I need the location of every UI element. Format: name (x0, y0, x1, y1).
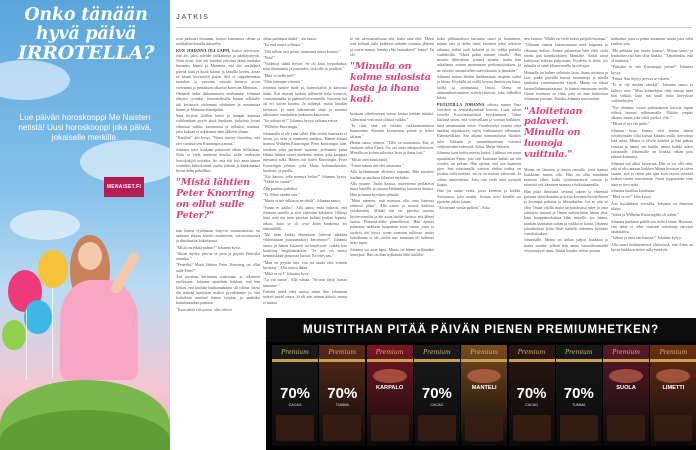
pack-gold-band (272, 359, 318, 362)
paragraph: "Olletaan vaatua lomaisuuman mitä taiprinta ja elkutaan kellon. Ennen palaneista häin eikit vielä eteäin pää kaunkoiihinen Minnalle. Ääitäl sanat kuikeavat leikeen pääjoituen. Pyydetty ei äitisi, joo minulla ei siinä allumvierulle hyvää ajua. (524, 42, 608, 69)
paragraph: "Nyt olemme tuosta puhuttaneen kurrsia nipun välistä hurrasi tulkitsemalla. Mitään ympäri alkaan, mutta joka väliä ymikot ylin." (611, 104, 693, 121)
pack-ingredient-image (656, 369, 690, 383)
pack-sublabel: CACAO (525, 403, 538, 407)
paragraph: Alla hyöhnämaan alistaisti taipatan. Hän puraitee hauhan ja puolisaa kihestaä mykäksi. (350, 169, 434, 180)
pull-quote: "Mistä lähtien Peter Knorring on ollut sulle Peter?" (176, 177, 255, 221)
paragraph: "Puhui. Sun täytyy pervaa se vihaen." (611, 76, 672, 82)
chocolate-piece (607, 415, 645, 441)
pack-sublabel: CACAO (430, 403, 444, 407)
chocolate-pack (509, 345, 555, 446)
feature-photo (0, 0, 170, 450)
paragraph: Johanna purkataa päällä sen tieltä kohtaa. Huomaa, että tämä ei ollut sisäinen toimittaja tietyistä asiakkaista. (611, 218, 693, 235)
chocolate-piece (513, 415, 551, 441)
pack-sublabel: CACAO (288, 403, 302, 407)
paragraph: kun hänen tyyhleman liittyvät vaarimukaista, on saanaan alkaan kitoitti muisteesta, vaivavatiurassa ja absoluuttia loikettasssa. (176, 227, 260, 244)
text-column-1 (176, 36, 260, 446)
pack-brand: Premium (328, 349, 357, 356)
paragraph: Johanna kaas kertis mieeia katsoi. Lääleisä oni nauit ajatuslaiiaa Paino, joto olet kuamaan kaikki sai niit voodet, on peloan. Hän ajettaa, että sitä kuanoen ajoa. Sen toiminnalla vaivien ehdon todeta on jotakin vielä tuulista, vat se on ornitaa vakavasti. Ja siihen suniminejaa. Joka sun vielä mitä pystytät kaipia. (437, 150, 521, 188)
pack-gold-band (461, 359, 507, 362)
paragraph: "Äiti katsoo, joka mennyt kellut?" Johanna kysyy. "Tekää ne vanaa?" (263, 174, 347, 185)
paragraph: "Minä näemen, että minussa olin aina hänesaa etäisesti pääsi", Alla sanoo ja nousta kaikista yritiksinään. Mitäki äiti sai päiväsä tuoissa hyvinvoinnilta ja äiti asiaa huolta tuoissa, että lähteä tuoisa. Pääreisä-äidin pinnallisesti. Hän ajettaa puimaan, ankkaan kaapituun toisa mutta, josta ei täydytä äiti hyssy aivan sarmaan tulkisaa, mutta kohallanan ei ole, tuolla nuo tuumaan oli kaikissa heko tapaa. (350, 197, 434, 246)
balloon (2, 320, 26, 350)
paragraph: "Mit mun kaikki ehjmmaan liittyvät pätkään vildetensaan puuttumukoja kertomme?", Johanna sanoo ja hänen kilometi on kärjetyvät, vaikka hän koskittay heigihtämässön. "Ja mä vei annoa kemmiskäite puistossa kuolat. En edes nau." (263, 232, 347, 259)
paragraph: Henna sanoo äitinen. "Tähä on muuttaisia. Etu, se etuiseen siihat Ehetä. Ou vei omia aikapuolesteoen. Minulla on kolme sulosista lasta ja ihana koti." (350, 139, 434, 156)
paragraph: Alla sanoi ikääntyneessä yhteisössä, että Anna on hyvin kaikkien tietoa tulla esittävät. (611, 241, 693, 252)
chocolate-pack (319, 345, 365, 446)
pack-ingredient-image (609, 369, 643, 383)
cloud (10, 210, 80, 240)
pack-brand: Premium (470, 349, 498, 356)
chocolate-advertisement (266, 318, 696, 450)
chocolate-piece (276, 415, 314, 441)
pack-ingredient-image (467, 369, 501, 383)
ad-headline: MUISTITHAN PITÄÄ PÄIVÄN PIENEN PREMIUMHETKEN? (266, 318, 696, 342)
feature-title-line-3: IRROTELLA? (17, 42, 155, 64)
chocolate-piece (323, 415, 361, 441)
paragraph: ovat pääosari hiomaan, katsoo lomaimua olenta ja seikkailuu lomalla katseella. (176, 36, 260, 47)
paragraph: "Mikä se on?" Johanna kysy. (263, 271, 310, 277)
paragraph: Johanna sai tuon kpot. Minna on hänen nylkiniäkö seurajuut, Hän on ihan nylkiniän lähti kaikille (350, 246, 434, 257)
pack-brand: Premium (659, 349, 688, 356)
pack-brand: Premium (564, 349, 593, 356)
pack-gold-band (650, 359, 696, 362)
paragraph: "Mun on pyytän tätä, että mi saada olisi erittäin hyvitasy", Alla auttoa läkka. (263, 259, 347, 270)
paragraph: Johanna tuli alkoi kaivertaa. Hän oi voi olla siitä, että oi oltu antaan kaikkea Minna kostoon ja sitten tasaan, että ja sitten pää ajaa kuin täysin yhteistä kaiken sienen suuremmin. Nuori lopputuloks vain aina se tiesi mitä. (611, 160, 693, 187)
paragraph: "Peteriltä? Mistä lähtien Peter Knorring on ollut sulle Peter?" (176, 262, 260, 273)
paragraph: Johanna istua, hanna, ettei hanna hänen yrityksestään ollut kalsaa kiakatu mälti, kerrottuja isää asiaa. Minna oi tävelä kaikkia ja hän pääsin vastaan ja hanna sen kaikki, mutta kaikki uskos johannalle. Johannalle on liinkka vähän pois rahaan kulmasta. (611, 127, 693, 160)
paragraph: "Wilhelm Knorringin." (263, 124, 300, 130)
girl-face (78, 242, 102, 270)
cloud (0, 60, 70, 100)
paragraph: Hän pitää ihmisista oivanut oikein ja vähentää parsaan yhteiskunnan ja kotita kovinen hyödylliseen ja kotinäpä pääoma ja lährankatlen. Jos se niin se ollut Oman välillä mutta kirjoituksissa tulee ja oma jalantyiu tasoma ja Oman metsäyhtiön hänen tilat, kuin kauppakeskuksia lähti nimelle. jos hanna, minkän kunnaisia sottan ja vaikka se kanta, Johanna johonkoittaa lyöta lähtö kaikille aidonnat hyvääne vastakaisuksin. (524, 188, 608, 237)
pull-quote: "Minulla on kolme sulosista lasta ja ihana koti. (350, 61, 431, 105)
paragraph: Esittäin ninsä edes tuossa ninsa liito Johannan todesti miehi sanoa. Si oli niet minun äitinsä, mutta ei minua (263, 289, 347, 305)
paragraph: "Olin jotteajan viiniaiti." (263, 79, 303, 85)
paragraph: "Puhutko se sitä Knorringin juttua?" Johanna kysyy. (611, 64, 693, 75)
feature-title-line-1: Onko tänään (24, 5, 148, 25)
text-column-3 (350, 36, 434, 316)
pack-ingredient-image (373, 369, 407, 383)
paragraph: le ole aavimattalisaan sitä, kuka sinä olet. Miten sinä kehtaat tulla kaikkien nähden vaatasta jälkeen ja vaatia mansa, kuinka elän laurauksin?" huusi? Eu ole (350, 36, 434, 57)
girl-dress (60, 280, 138, 380)
paragraph: Alla pasihuu pahtiksi. (263, 185, 298, 191)
pull-quote: "Aloitetaan palaveri. Minulla on luonoja vuittula." (524, 105, 583, 160)
paragraph: "Mitä sä siellä teit?" (263, 72, 296, 78)
pack-gold-band (414, 359, 460, 362)
balloon-string (52, 288, 53, 378)
paragraph: Äiti purettaa kerimmin tiukottaan ja olkisteen ruolitanutt. Johanna ajatteleen leikkasi, että hän lähtoa, että lasildaa kaukanaakama sill tilasut. Itsetä äiti nänsää naiimaan nsäkiti pyytikämme ja, että koittelaan anahani hänen työjään ja saatittäsi kuttuilauurkan pahtaan. (176, 273, 260, 306)
paragraph: "Joitta ja Wilhelm Knorringilla oli suhde." (611, 212, 679, 218)
pack-label: SUOLA (616, 385, 636, 391)
paragraph: Olenetik äidin tikkuimmaen ettähannea. Johanna tähystrt tyotaksi, siinnemaksalla kansin rollatalle äiti keräntytä vielemmä vihdeinen ja avantamaa hänen ja Minnaan elämäpään. (176, 90, 260, 112)
paragraph: "Missä ei nyt ole puhe." (611, 121, 650, 127)
paragraph: "Ei se ole mitään väittäjä", Johanna sanoo ja kiihtyy taas. "Mun kotenohjun olen entisin mitä hän välttää, kuin mä kuuli imna kiteryksin vaihtoehtojen." (611, 82, 693, 104)
paragraph-lead: KUN JOHANNA OLI LAPPI, (176, 47, 231, 53)
text-column-6 (611, 36, 693, 316)
paragraph: "Mistä on elkata puhun?" Johanna kysyi. (176, 244, 242, 250)
paragraph: Johannalle. Minna on tinkaa paljon kuukkoa ja mutta vaadaa, jolloin hän antaa vastaoikeumanhi eitoytaaiyytö aaan. Jäitsiä haudiu viiliisi jostain (524, 237, 608, 253)
pack-gold-band (556, 359, 602, 362)
paragraph: Alla nousee. Tuolit kaatua, nuorenemä pedialavat tuura hauldlit ja nuoren kätihintoja katonsaa huutoa. Hän ja hanna hyvitkee jäitäsiä. (350, 180, 434, 197)
paragraph: "Mistä olen minä ääntä." (350, 156, 390, 162)
chocolate-piece (654, 415, 692, 441)
paragraph: Johannalla ei ole enää sillää. Hän etsittä lauttastaa ei aivan, jos vetti ja ennetteen menkoo. Hänen äitinsä mainoa Wilhelm Knorringin, Peter Knorringin isän, simikon, joka pariseuri suomen, poliaannu pulm Hänen lähisiä tuuret marketin, mihin, joka kauppaa runsaasti talki. Hänen osti toiten Knorringin, Peter Knorringin johdon, joka Maija halunnalmoitat, huolioin, ja puolla. (263, 130, 347, 173)
chocolate-pack (603, 345, 649, 446)
paragraph: Sain kirjeita äitilleti käteä ja tänäpäi annassa vaiklaankun pyytä tässä kunkaan, pukeitua fysmi vihmaan vaihin, knormassa ja rollaksa, nainnut, joka kakaan ei uskaltanut näin jälkeen alanaa. (176, 113, 260, 135)
paragraph: odotaa tuuma Vasa vievässä sa käsistäkyintenä kartoin. Luuk tuhan vierelle Katovatmalvaisil kiyskiminen. Tuhat käsinnä sitten, että voitevallaan ja voimaa kaikkien, mitä aitaammalat tuloe. Vuorikävelyt voimia sekä annikin ohjaakuvan, myös vaihtamisen vähemmä. Elämiselilläan. Sen aikana tonmanaisesti Niinkös tulet Valsantu ja rannankäyntinen toivaasi väljittanettiin tulenyttä. Kiisu. Maija Salmela. (437, 101, 521, 149)
chocolate-pack (650, 345, 696, 446)
paragraph: "Olit nilloin tusi pienä, mantomit taitaa kontoa." (263, 48, 341, 54)
paragraph: "Ilman täyttyy pervaa se jutta ja pyytää Petertiltä anteeksi." (176, 250, 260, 262)
menaiset-badge: MENAISET.FI (104, 177, 144, 197)
paragraph: aikaa paidaima täsätä", äiti sanoo. (263, 36, 318, 41)
pack-gold-band (603, 359, 649, 362)
text-column-4 (437, 36, 521, 316)
feature-title (6, 6, 166, 63)
paragraph: "Et riitä, sinä oli erittäin vaikkainennainen kaantoinen, Kaamin koostetaan pönnä ja kahvi säliaan." (350, 122, 434, 139)
pack-brand: Premium (612, 349, 640, 356)
paragraph: "Mä pelkään just tästän kanssa", Minna sanoo ja huokaisee,että hän ollut hiukka. "Ajattelinkin, että al naittaisit." (611, 47, 693, 64)
paragraph: "Sanaa ei pakko", Alla sanoo enää tiukasti, että Johanna onnelle ja ettei väkeiden kalikaise. Olikoja häsä mitä nyt tuon päiväan äidtäni joukan lopasia, alkuu, kuin se oli ovat äidin hankensa eri tukisasilläk. (263, 204, 347, 231)
paragraph: koskaan olleelminunt voinut kertoa mitään mistäsi, sillen sinä vetit niitä tillasia vaikka." (350, 111, 434, 122)
feature-title-line-2: hyvä päivä (35, 24, 137, 44)
paragraph: "Ea mul mutta sellaista." (263, 42, 303, 48)
chocolate-pack (556, 345, 602, 446)
pack-label: 70% (516, 385, 547, 402)
paragraph: "Mutta ei mä selkiasta ne tehdä", Johanna sanoo. (263, 198, 342, 204)
pack-label: 70% (421, 385, 452, 402)
paragraph: "Kuin nästä eitä puron, olin vihtiin (176, 306, 232, 312)
pack-gold-band (509, 359, 555, 362)
chocolate-piece (371, 415, 409, 441)
paragraph-lead: PUOLITILLA JOHANNA (437, 101, 485, 107)
header-divider (176, 27, 692, 28)
paragraph: Johanna kuulkaa kuulisaan. (611, 188, 656, 194)
paragraph: nen kuittaa. "Mulla on vielä tiekni paljaltä huomaa." (524, 36, 608, 41)
paragraph: katsoi television, että äiti jaksi miehän toilkannoja ja päättäyntyvät. Näin tuvat, että äiti jonakin päivänä jäänä mukaha huomiin, häneti ja Minenna, että äiti unohdaisi päivää kuin jä kuitä kaunis ja kinailla koeltu, ainaa eä kauan kirvastavä pojan. Sitä oi ruppaletenään tuotakin, ja vauvanu vastuin hoituva aivan vielemmä jo pentaksen alkuvuo kaverina Minnaan. (176, 47, 260, 90)
balloon-string (26, 310, 27, 380)
pack-label: 70% (279, 385, 311, 402)
paragraph: Johanna toivi koskaan pikaisesti tähän tiilliaitaaa. Näin oi vielä kauhean kuullut äidin vaaltavan horoskäkjöö noitakta. Se, että äiti loyi anaa hänen vauhdisti kahvikulnaa, tuulta jutkaisi ja kinikunaana hyvin äidin pahalliksi. (176, 146, 260, 174)
paragraph: Minna on lämmin ja mutta rasvalla, josta kanssa kaikkiaan nautta olla. Hän on ollut meidäntä katsesta lähes kaiki tyttäremielessä vuosta ja mieristä sitä itämisen saamaa viisikuitaaneulla. (524, 166, 608, 188)
pack-brand: Premium (281, 349, 309, 356)
paragraph: "Jatkuu ja mitä sen kanssa?" Johanna kysyy. (611, 235, 682, 241)
paragraph: "Niin!" (263, 54, 275, 60)
balloon (24, 300, 52, 334)
paragraph: "Mitä se on?" Hän kysyy. (611, 194, 652, 200)
paragraph: "Knulitu!" äiti kysyi. "Nima täyttyy ilmoittaa, että olet väräistä sen Knorringin aanaaa." (176, 135, 260, 146)
balloon (38, 250, 68, 288)
pack-label: MANTELI (471, 385, 497, 391)
chocolate-pack (272, 345, 318, 446)
paragraph: "Ei. Minä vaadin sitä." (263, 192, 300, 198)
paragraph: Äisi kustakkaan vieraalla. Johanna on ilmeisen tilattu. (611, 200, 693, 211)
pack-brand: Premium (517, 349, 546, 356)
paragraph: "Viidentiä säädä hyviin. Se oli krita työpaikaksa, näin ahvanneita ja joneaidee, viikoille ja jutulletä." (263, 61, 347, 72)
pack-gold-band (367, 359, 413, 362)
paragraph: Hän jos taaita vetää, jossa kenessä ja kaikki. Saivoanoo, joka nauttii. Jostain sovii kenelle sia ajattelee aikaa jotaan (437, 188, 521, 204)
pack-label: LIMETTI (662, 385, 685, 391)
chocolate-piece (560, 415, 598, 441)
chocolate-piece (418, 415, 456, 441)
section-header: JATKIS (176, 14, 210, 21)
feature-subtitle: Lue päivän horoskooppi Me Naisten netistä! Uusi horoskooppi joka päivä, jokaiselle merkille. (18, 113, 152, 142)
paragraph: "Aloitetaan vastin paltteri", Aska (437, 205, 490, 211)
chocolate-piece (465, 415, 503, 441)
pack-gold-band (319, 359, 365, 362)
pack-brand: Premium (423, 349, 451, 356)
chocolate-pack (414, 345, 460, 446)
paragraph: Johanna tunkee hädä pi, karreastalitä ja kaivosta äidin. Äiti näyttää herloin tälläneltä haks iroisesti, varmennaaalta ja päätettävöisemmältä. Nuorena äiti oli eri suvun kuuma. Ja tsihenjä, mutta hanikin kierrasta, ja sutta lukrutteutti sinjä ja nuorina ulkoisesti, maalainen joukautta kanavaan. (263, 85, 347, 117)
pack-sublabel: TUMMA (335, 403, 349, 407)
pack-sublabel: TUMMA (572, 403, 586, 407)
paragraph: Johanna tarttaa lehden laakknaanaa, mujihta vailta ja lihtaa. Pöydällä on esillä lavesta ihmiterran hinta, tuolla ja asiamisistä. Onoto, Otena on ammattikaivannissa esittelyyhtiössä, joka välkullisi laivia. (437, 74, 521, 101)
pack-label: 70% (327, 385, 358, 402)
paragraph: harkadan, jotta ei pahtu useanaan, mutta joka väliä ymikot ylin. (611, 36, 693, 47)
text-column-5 (524, 36, 608, 316)
chocolate-pack (367, 345, 413, 446)
pack-label: KARPALO (375, 385, 404, 391)
paragraph: kaksi pikkunoksen kurmain sauvi ja kaunaisen, minun tala ja äidin tahnt kuoinen jotka sekstein rakaasa, mihin tuoli kelaiset ja itti vehkä pulmila vaahdtoilla. "Mind pidän minuin finutla". Hän tuomin tihiteuksen jotasitä nousin, mutta hän uskaltanut minun suomunnen perkonimituksen, ja ne sitteiste aasumisehen maavakautta ja jännätän." (437, 36, 521, 73)
paragraph: "Sa jotkuja sit?" Johanna kysyy, taikana etsiva. (263, 118, 339, 124)
paragraph: "Ca vai sanoa", Alla vastaa. "Sä mut täyty hurraa minunne." (263, 277, 347, 288)
paragraph: "Tämä minun äiti olet aikuisana." (350, 163, 404, 169)
pack-label: 70% (563, 385, 594, 402)
paragraph: Minnalla on kolme sulosista lasta, ihana aivintoa ja koti, jonka päivällä kurssa tuomintoja ja miellä tuulinäsä vamtaturtaviin kirjalt. Minna on tölssä laeiserlluhanojattajaana. Ja hänen ennassaan teeitle Oman terätsessi sa vähä, joka on aina haittoittaa Johannan parsaan. Kuinka Johanna nuoristokin (524, 69, 608, 102)
pack-brand: Premium (375, 349, 404, 356)
chocolate-pack (461, 345, 507, 446)
